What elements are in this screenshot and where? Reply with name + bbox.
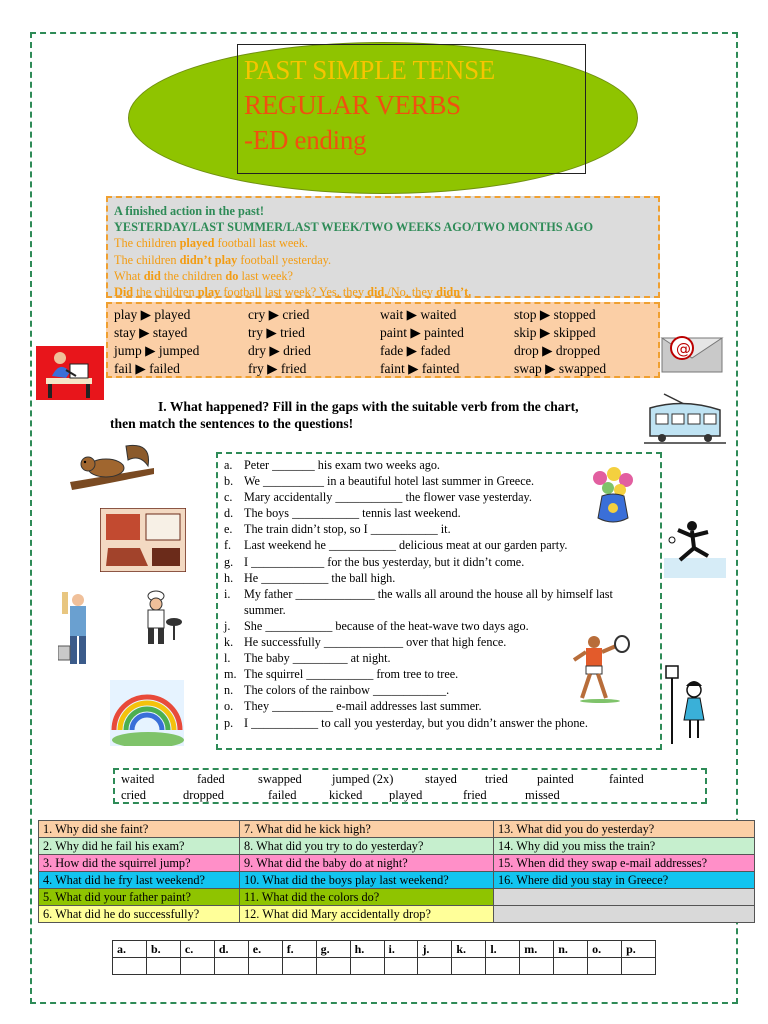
exercise-instructions: [110, 398, 630, 432]
painter-clipart: [58, 588, 94, 670]
word-bank-word: jumped (2x): [332, 772, 394, 786]
gap-sentence: [224, 537, 654, 553]
answer-blank[interactable]: [622, 958, 656, 975]
sentence-letter: h.: [224, 570, 234, 585]
question-cell: 12. What did Mary accidentally drop?: [240, 906, 494, 923]
empty-cell: [494, 906, 755, 923]
gap-sentence: [224, 554, 654, 570]
verb-pair: swap ▶ swapped: [514, 361, 607, 376]
sentence-letter: l.: [224, 651, 231, 666]
verb-emphasis: play: [197, 285, 221, 300]
answer-blank[interactable]: [214, 958, 248, 975]
verb-pair: wait ▶ waited: [380, 307, 457, 322]
answer-letter: b.: [146, 941, 180, 958]
answer-letter: a.: [113, 941, 147, 958]
gap-sentence: [224, 570, 654, 586]
question-cell: 4. What did he fry last weekend?: [39, 872, 240, 889]
sentence-text: The squirrel ___________ from tree to tree.: [244, 667, 459, 682]
table-row: [39, 855, 755, 872]
sentence-text: They __________ e-mail addresses last summer.: [244, 699, 482, 714]
tram-clipart: [644, 392, 726, 446]
answer-letters-row: [113, 941, 656, 958]
sentence-letter: c.: [224, 490, 233, 505]
text: football last week? Yes, they: [220, 285, 368, 300]
verb-pair: try ▶ tried: [248, 325, 305, 340]
verb-pair: drop ▶ dropped: [514, 343, 601, 358]
question-cell: 9. What did the baby do at night?: [240, 855, 494, 872]
answer-grid: [112, 940, 656, 975]
question-cell: 2. Why did he fail his exam?: [39, 838, 240, 855]
sentence-letter: j.: [224, 618, 231, 633]
sentence-text: I ____________ for the bus yesterday, but it didn’t come.: [244, 554, 525, 569]
text: last week?: [238, 268, 294, 283]
word-bank-word: fried: [463, 788, 487, 802]
verb-chart: [106, 302, 660, 378]
answer-blank[interactable]: [486, 958, 520, 975]
answer-letter: n.: [554, 941, 588, 958]
sentence-text: Last weekend he ___________ delicious meat at our garden party.: [244, 538, 568, 553]
girl-waiting-bus-clipart: [662, 664, 712, 744]
example-sentence-1: [114, 235, 652, 251]
verb-pair: paint ▶ painted: [380, 325, 464, 340]
title-box: [237, 44, 586, 174]
answer-letter: g.: [316, 941, 350, 958]
word-bank-word: played: [389, 788, 423, 802]
table-row: [39, 889, 755, 906]
answer-blank[interactable]: [418, 958, 452, 975]
answer-letter: m.: [520, 941, 554, 958]
word-bank-word: waited: [121, 772, 155, 786]
word-bank-word: stayed: [425, 772, 457, 786]
answer-letter: c.: [180, 941, 214, 958]
squirrel-clipart: [66, 438, 156, 494]
sentence-text: She ___________ because of the heat-wave two days ago.: [244, 618, 529, 633]
answer-blank[interactable]: [384, 958, 418, 975]
verb-pair: cry ▶ cried: [248, 307, 310, 322]
sentence-text: The baby _________ at night.: [244, 651, 391, 666]
sentence-letter: n.: [224, 683, 234, 698]
answer-blank[interactable]: [350, 958, 384, 975]
tennis-player-clipart: [568, 634, 632, 704]
verb-pair: dry ▶ dried: [248, 343, 311, 358]
sentence-letter: o.: [224, 699, 234, 714]
word-bank-word: dropped: [183, 788, 224, 802]
word-bank-word: missed: [525, 788, 560, 802]
text: The children: [114, 252, 180, 267]
answer-letter: o.: [588, 941, 622, 958]
verb-emphasis: did.: [367, 285, 388, 300]
grammar-heading: A finished action in the past!: [114, 204, 264, 218]
sentence-text: The boys ___________ tennis last weekend.: [244, 506, 461, 521]
answer-blank[interactable]: [520, 958, 554, 975]
word-bank-word: kicked: [329, 788, 363, 802]
chef-grilling-clipart: [134, 590, 182, 650]
answer-blank[interactable]: [146, 958, 180, 975]
sentence-letter: k.: [224, 635, 234, 650]
example-yes-no-question: [114, 284, 652, 300]
sentence-letter: m.: [224, 667, 237, 682]
example-question: [114, 268, 652, 284]
question-cell: 5. What did your father paint?: [39, 889, 240, 906]
student-writing-clipart: [36, 346, 104, 400]
verb-emphasis: did: [143, 268, 161, 283]
answer-letter: i.: [384, 941, 418, 958]
word-bank-word: faded: [197, 772, 225, 786]
sentence-letter: p.: [224, 715, 234, 730]
question-cell: 13. What did you do yesterday?: [494, 821, 755, 838]
sentence-text: The colors of the rainbow ____________.: [244, 683, 450, 698]
word-bank-word: cried: [121, 788, 146, 802]
verb-pair: skip ▶ skipped: [514, 325, 596, 340]
sentence-letter: g.: [224, 554, 234, 569]
svg-text:@: @: [676, 340, 691, 358]
answer-letter: d.: [214, 941, 248, 958]
gap-sentence: [224, 586, 654, 618]
answer-blank[interactable]: [180, 958, 214, 975]
verb-pair: faint ▶ fainted: [380, 361, 460, 376]
gap-sentence: [224, 489, 654, 505]
gap-sentence: [224, 618, 654, 634]
instruction-line-2: then match the sentences to the questions!: [110, 416, 354, 431]
answer-letter: f.: [282, 941, 316, 958]
text: the children: [160, 268, 226, 283]
text: /No, they: [387, 285, 437, 300]
sentence-text: He ___________ the ball high.: [244, 570, 396, 585]
answer-blank[interactable]: [113, 958, 147, 975]
grammar-box: [106, 196, 660, 298]
answer-letter: p.: [622, 941, 656, 958]
sentence-letter: d.: [224, 506, 234, 521]
text: The children: [114, 236, 180, 251]
gap-sentence: [224, 473, 654, 489]
question-cell: 16. Where did you stay in Greece?: [494, 872, 755, 889]
answer-letter: h.: [350, 941, 384, 958]
sentence-letter: f.: [224, 538, 232, 553]
sentences-box: [216, 452, 662, 750]
answer-blank[interactable]: [316, 958, 350, 975]
answer-letter: e.: [248, 941, 282, 958]
question-cell: 11. What did the colors do?: [240, 889, 494, 906]
sentence-letter: a.: [224, 458, 233, 472]
table-row: [39, 838, 755, 855]
table-row: [39, 906, 755, 923]
title-line-1: PAST SIMPLE TENSE: [244, 55, 495, 85]
word-bank-word: tried: [485, 772, 508, 786]
sentence-text: Mary accidentally ___________ the flower vase yesterday.: [244, 490, 532, 505]
verb-emphasis: do: [225, 268, 239, 283]
question-cell: 6. What did he do successfully?: [39, 906, 240, 923]
gap-sentence: [224, 521, 654, 537]
answer-blank[interactable]: [248, 958, 282, 975]
verb-emphasis: didn’t.: [436, 285, 472, 300]
sentence-text: Peter _______ his exam two weeks ago.: [244, 458, 440, 472]
jumping-man-clipart: [664, 518, 726, 578]
text: What: [114, 268, 144, 283]
verb-pair: stay ▶ stayed: [114, 325, 188, 340]
gap-sentence: [224, 457, 654, 473]
question-cell: 10. What did the boys play last weekend?: [240, 872, 494, 889]
word-bank-word: painted: [537, 772, 574, 786]
answer-letter: l.: [486, 941, 520, 958]
word-bank: [113, 768, 707, 804]
title-line-3: -ED ending: [244, 125, 367, 155]
text: football last week.: [214, 236, 308, 251]
verb-pair: stop ▶ stopped: [514, 307, 596, 322]
verb-emphasis: didn’t play: [179, 252, 238, 267]
hotel-room-clipart: [100, 508, 186, 572]
verb-pair: fail ▶ failed: [114, 361, 180, 376]
questions-table: [38, 820, 755, 923]
sentence-text: I ___________ to call you yesterday, but you didn’t answer the phone.: [244, 715, 588, 730]
table-row: [39, 872, 755, 889]
answer-blanks-row: [113, 958, 656, 975]
text: football yesterday.: [237, 252, 332, 267]
title-line-2: REGULAR VERBS: [244, 90, 461, 120]
word-bank-word: failed: [268, 788, 297, 802]
question-cell: 7. What did he kick high?: [240, 821, 494, 838]
verb-pair: play ▶ played: [114, 307, 191, 322]
sentence-text: He successfully _____________ over that high fence.: [244, 635, 507, 650]
time-expressions: YESTERDAY/LAST SUMMER/LAST WEEK/TWO WEEKS AGO/TWO MONTHS AGO: [114, 220, 594, 235]
rainbow-clipart: [110, 680, 184, 746]
verb-pair: fry ▶ fried: [248, 361, 307, 376]
sentence-text: My father _____________ the walls all around the house all by himself last summer.: [244, 586, 613, 617]
example-sentence-2: [114, 252, 652, 268]
answer-blank[interactable]: [452, 958, 486, 975]
question-cell: 8. What did you try to do yesterday?: [240, 838, 494, 855]
instruction-line-1: I. What happened? Fill in the gaps with the suitable verb from the chart,: [158, 399, 579, 414]
email-clipart: [660, 326, 726, 376]
verb-pair: jump ▶ jumped: [114, 343, 200, 358]
question-cell: 3. How did the squirrel jump?: [39, 855, 240, 872]
answer-blank[interactable]: [588, 958, 622, 975]
word-bank-word: fainted: [609, 772, 644, 786]
answer-blank[interactable]: [554, 958, 588, 975]
question-cell: 14. Why did you miss the train?: [494, 838, 755, 855]
text: the children: [133, 285, 198, 300]
sentence-letter: b.: [224, 474, 234, 489]
table-row: [39, 821, 755, 838]
gap-sentence: [224, 505, 654, 521]
verb-emphasis: played: [179, 236, 215, 251]
sentence-text: The train didn’t stop, so I ___________ it.: [244, 522, 451, 537]
answer-letter: j.: [418, 941, 452, 958]
gap-sentence: [224, 715, 654, 731]
sentence-letter: e.: [224, 522, 233, 537]
verb-pair: fade ▶ faded: [380, 343, 451, 358]
empty-cell: [494, 889, 755, 906]
sentence-text: We __________ in a beautiful hotel last summer in Greece.: [244, 474, 535, 489]
question-cell: 15. When did they swap e-mail addresses?: [494, 855, 755, 872]
answer-blank[interactable]: [282, 958, 316, 975]
verb-emphasis: Did: [114, 285, 134, 300]
question-cell: 1. Why did she faint?: [39, 821, 240, 838]
sentence-letter: i.: [224, 586, 231, 601]
answer-letter: k.: [452, 941, 486, 958]
word-bank-word: swapped: [258, 772, 302, 786]
